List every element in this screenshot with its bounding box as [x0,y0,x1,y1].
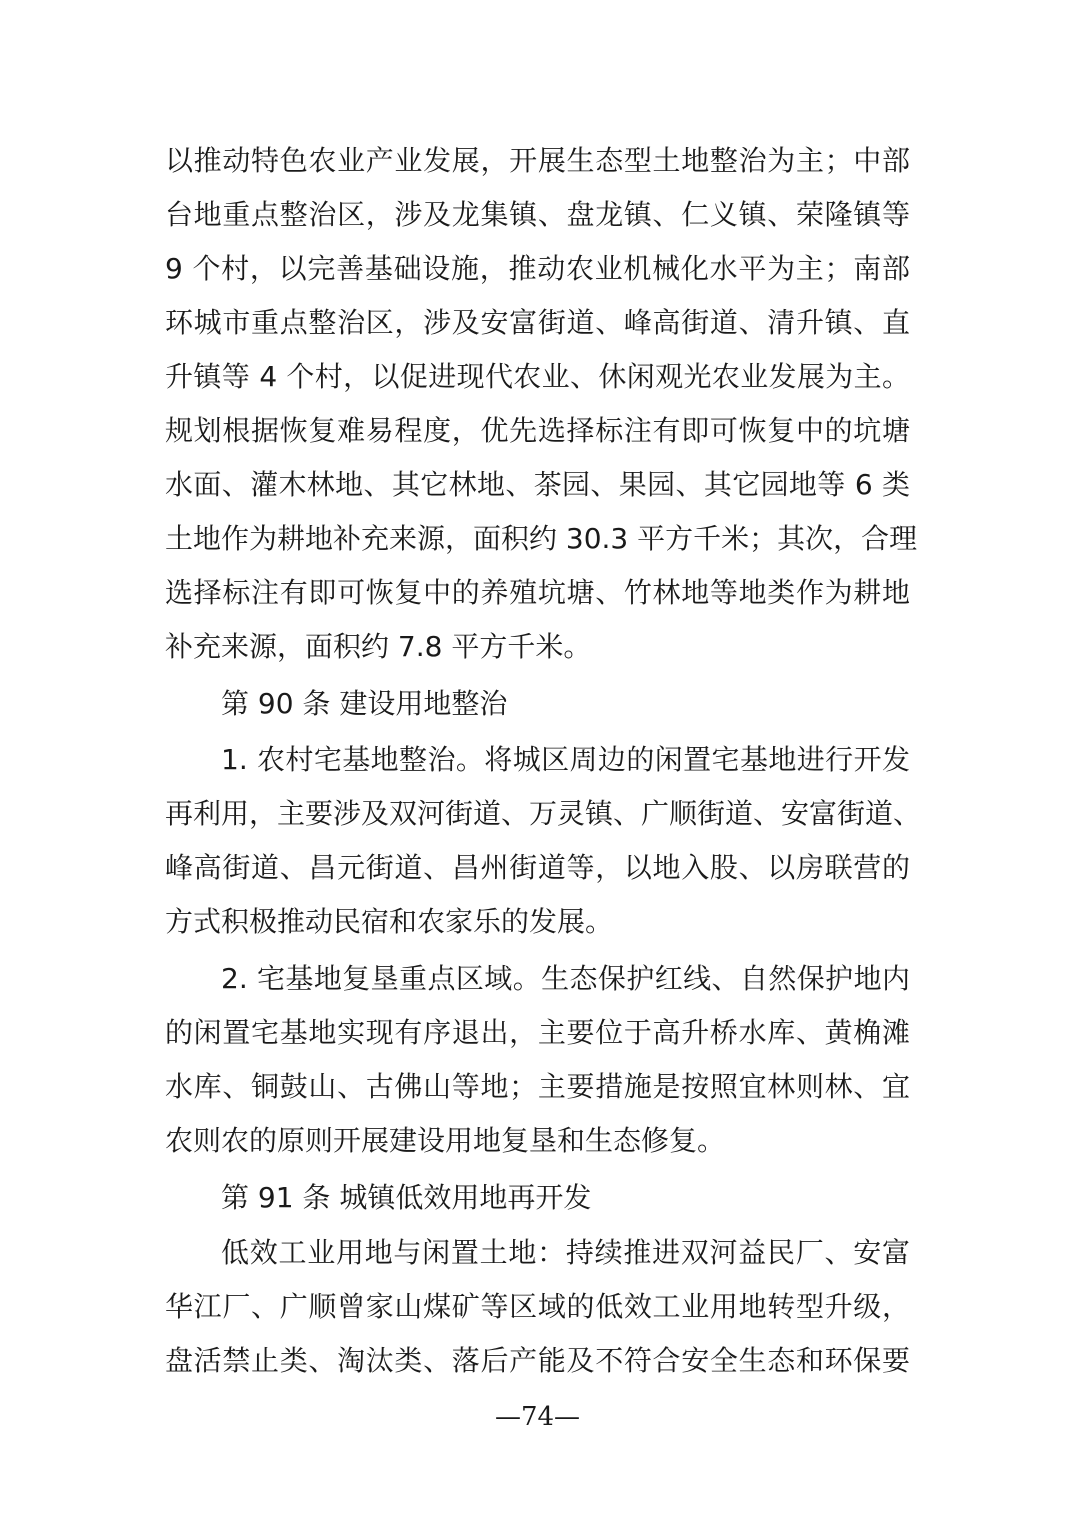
page-number: —74— [494,1402,581,1432]
text-line: 选择标注有即可恢复中的养殖坑塘、竹林地等地类作为耕地 [165,576,910,609]
text-line: 规划根据恢复难易程度，优先选择标注有即可恢复中的坑塘 [165,414,910,447]
text-line: 再利用，主要涉及双河街道、万灵镇、广顺街道、安富街道、 [165,797,922,830]
text-line: 华江厂、广顺曾家山煤矿等区域的低效工业用地转型升级， [165,1290,910,1323]
text-line: 峰高街道、昌元街道、昌州街道等，以地入股、以房联营的 [165,851,910,884]
article-91-heading: 第 91 条 城镇低效用地再开发 [221,1181,592,1214]
text-line: 的闲置宅基地实现有序退出，主要位于高升桥水库、黄桷滩 [165,1016,910,1049]
text-line: 水面、灌木林地、其它林地、茶园、果园、其它园地等 6 类 [165,468,910,501]
text-line: 台地重点整治区，涉及龙集镇、盘龙镇、仁义镇、荣隆镇等 [165,198,910,231]
text-line: 盘活禁止类、淘汰类、落后产能及不符合安全生态和环保要 [165,1344,910,1377]
text-line: 升镇等 4 个村，以促进现代农业、休闲观光农业发展为主。 [165,360,910,393]
text-line: 农则农的原则开展建设用地复垦和生态修复。 [165,1124,726,1157]
text-line: 环城市重点整治区，涉及安富街道、峰高街道、清升镇、直 [165,306,910,339]
text-line: 土地作为耕地补充来源，面积约 30.3 平方千米；其次，合理 [165,522,918,555]
article-90-heading: 第 90 条 建设用地整治 [221,687,508,720]
text-line: 9 个村，以完善基础设施，推动农业机械化水平为主；南部 [165,252,910,285]
text-line: 低效工业用地与闲置土地：持续推进双河益民厂、安富 [221,1236,910,1269]
text-line: 1. 农村宅基地整治。将城区周边的闲置宅基地进行开发 [221,743,910,776]
text-line: 2. 宅基地复垦重点区域。生态保护红线、自然保护地内 [221,962,910,995]
text-line: 方式积极推动民宿和农家乐的发展。 [165,905,614,938]
text-line: 以推动特色农业产业发展，开展生态型土地整治为主；中部 [165,144,910,177]
text-line: 水库、铜鼓山、古佛山等地；主要措施是按照宜林则林、宜 [165,1070,910,1103]
text-line: 补充来源，面积约 7.8 平方千米。 [165,630,592,663]
